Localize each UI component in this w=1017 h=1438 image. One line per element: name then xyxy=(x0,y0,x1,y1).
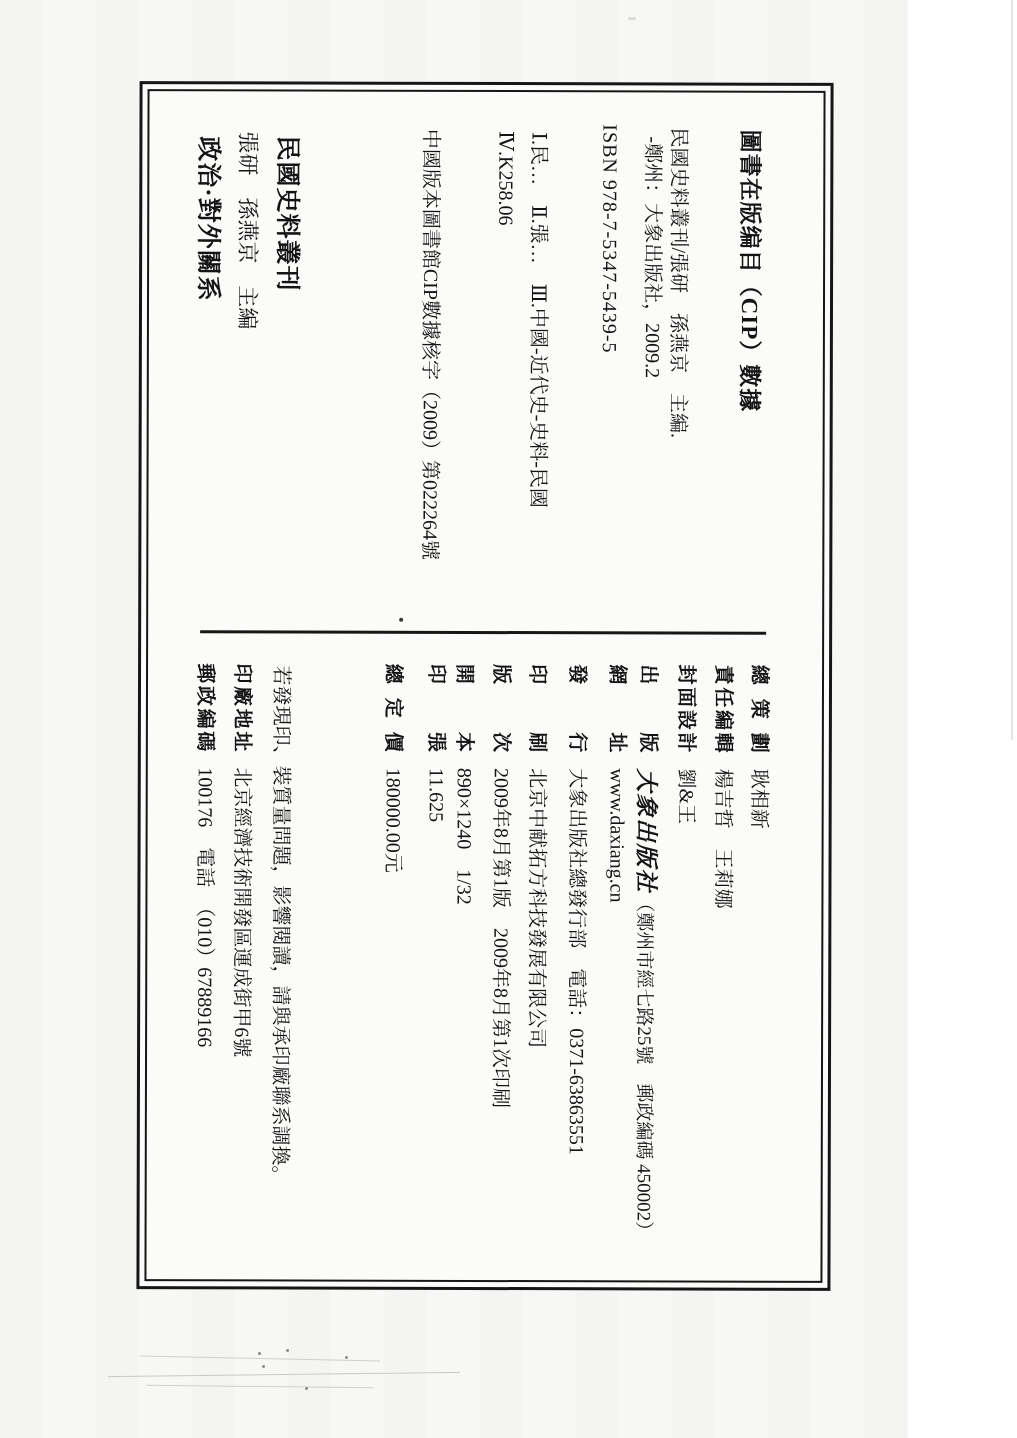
ink-dot-artifact xyxy=(399,618,403,622)
colophon-entry-cover-design xyxy=(673,664,698,824)
scan-speck-artifact xyxy=(628,17,636,20)
scan-speck-artifact xyxy=(345,1356,348,1359)
scan-speck-artifact xyxy=(262,1365,265,1368)
entry-label: 印廠地址 xyxy=(230,663,254,752)
publisher-logotype: 大象出版社 xyxy=(633,768,659,894)
colophon-entry-website xyxy=(603,664,629,902)
entry-value: 11.625 xyxy=(424,767,447,823)
entry-label: 總策劃 xyxy=(747,664,771,753)
entry-value: 北京經濟技術開發區運成街甲6號 xyxy=(230,767,253,1058)
scan-speck-artifact xyxy=(258,1352,261,1355)
colophon-entry-price xyxy=(380,664,406,873)
page-frame xyxy=(136,81,833,1291)
entry-label: 郵政編碼 xyxy=(193,663,217,752)
scan-edge-artifact xyxy=(1011,0,1013,740)
series-title: 民國史料叢刊 xyxy=(273,135,301,292)
isbn-line: ISBN 978-7-5347-5439-5 xyxy=(597,124,621,354)
colophon-entry-chief-planner xyxy=(746,665,771,829)
entry-label: 責任編輯 xyxy=(711,664,735,753)
cip-class-number-line: Ⅳ.K258.06 xyxy=(494,131,517,226)
entry-value: 100176 電話 （010）67889166 xyxy=(193,767,216,1048)
scan-speck-artifact xyxy=(286,1349,289,1352)
volume-title: 政治·對外關系 xyxy=(194,136,222,302)
entry-label: 總定價 xyxy=(381,663,405,752)
cip-title: 圖書在版编目（CIP）數據 xyxy=(736,129,763,413)
entry-value: 楊吉哲 王莉娜 xyxy=(711,768,734,909)
entry-label: 封面設計 xyxy=(674,664,698,753)
entry-value: 180000.00元 xyxy=(381,767,404,873)
entry-value: 北京中献拓方科技發展有限公司 xyxy=(525,768,548,1049)
colophon-entry-postal-code xyxy=(191,663,217,1047)
entry-value: 2009年8月第1版 2009年8月第1次印刷 xyxy=(488,768,512,1109)
cip-imprint-line: -鄭州：大象出版社，2009.2 xyxy=(640,136,664,379)
cip-record-number-line: 中國版本圖書館CIP數據核字（2009）第022264號 xyxy=(418,128,442,561)
entry-label: 印刷 xyxy=(525,664,549,753)
cip-classification-line: Ⅰ.民… Ⅱ.張… Ⅲ.中國-近代史-史料-民國 xyxy=(526,132,550,508)
entry-value: 耿相新 xyxy=(747,768,770,829)
entry-label: 開本 xyxy=(452,663,476,752)
entry-label: 發行 xyxy=(565,664,589,753)
divider-rule xyxy=(200,630,766,634)
entry-label: 印張 xyxy=(424,663,448,752)
entry-label: 出版 xyxy=(636,664,660,753)
colophon-entry-printing xyxy=(523,664,549,1048)
rotated-page-content xyxy=(146,91,823,1281)
colophon-entry-printer-address xyxy=(228,663,254,1057)
scan-speck-artifact xyxy=(305,1387,308,1390)
entry-value: 大象出版社總發行部 電話：0371-63863551 xyxy=(564,768,588,1155)
publisher-address: （鄭州市經七路25號 郵政編碼 450002） xyxy=(632,893,655,1241)
colophon-entry-editors xyxy=(709,665,735,909)
entry-value: 890×1240 1/32 xyxy=(452,767,475,905)
colophon-entry-sheets xyxy=(423,664,448,822)
quality-notice: 若發現印、裝質量問題，影響閱讀，請與承印廠聯系調換。 xyxy=(268,665,293,1186)
entry-label: 版次 xyxy=(489,664,513,753)
colophon-entry-format xyxy=(450,664,476,905)
page-frame-inner xyxy=(144,89,825,1283)
colophon-entry-distribution xyxy=(563,664,589,1155)
entry-value: 劉&王 xyxy=(674,768,697,825)
colophon-entry-edition xyxy=(487,664,513,1108)
series-editors: 張研 孫燕京 主編 xyxy=(234,131,261,330)
cip-description-line: 民國史料叢刊/張研 孫燕京 主編. xyxy=(666,127,690,439)
colophon-entry-publisher xyxy=(630,664,660,1240)
entry-value: www.daxiang.cn xyxy=(605,768,628,903)
entry-label: 網址 xyxy=(605,664,629,753)
